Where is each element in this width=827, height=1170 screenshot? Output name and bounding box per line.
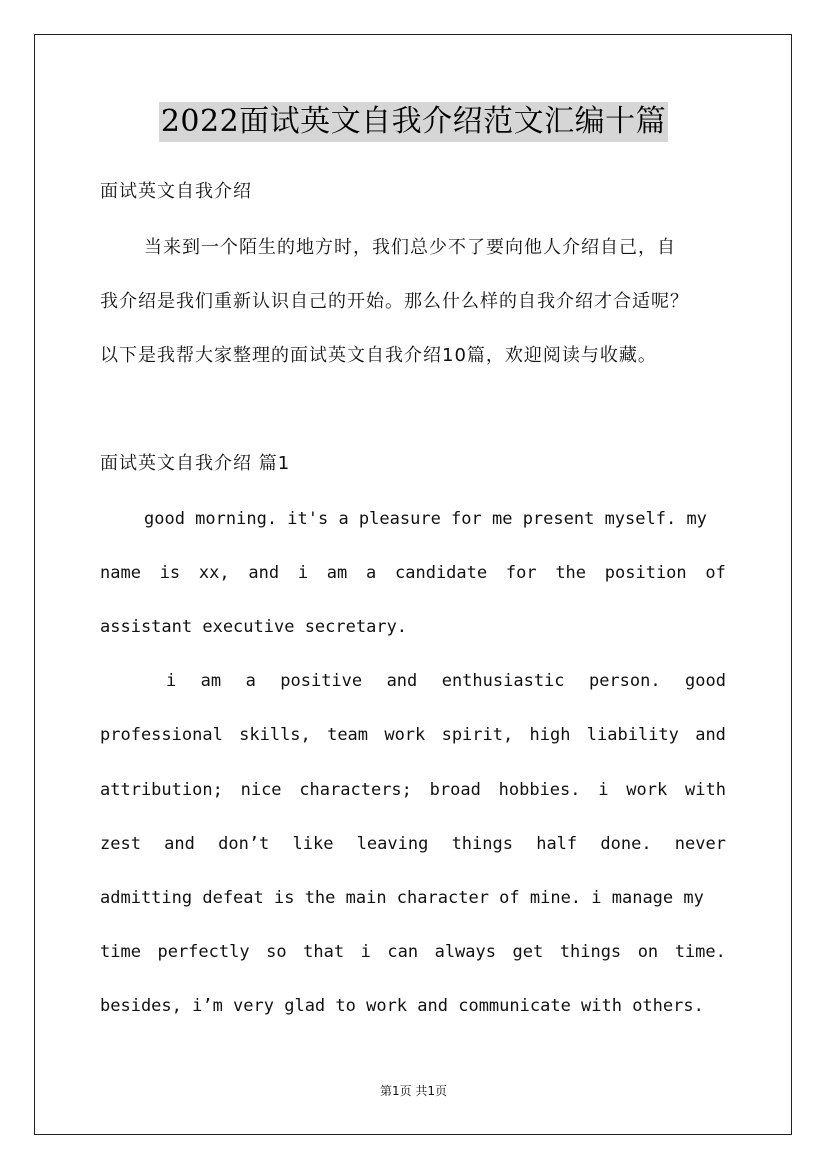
word: done. <box>600 834 652 854</box>
word: the <box>555 563 587 583</box>
word: perfectly <box>157 942 250 962</box>
word: always <box>434 942 496 962</box>
word: and <box>164 834 195 854</box>
word: candidate <box>395 563 488 583</box>
word: i <box>598 780 609 800</box>
word: things <box>451 834 513 854</box>
word: spirit, <box>441 725 514 745</box>
word: never <box>674 834 726 854</box>
word: team <box>327 725 369 745</box>
word: a <box>366 563 377 583</box>
word: can <box>387 942 419 962</box>
word: high <box>529 725 571 745</box>
word: that <box>303 942 345 962</box>
word: like <box>292 834 334 854</box>
word: a <box>245 671 256 691</box>
word: person. <box>588 671 661 691</box>
word: professional <box>100 725 223 745</box>
word: attribution; <box>100 780 223 800</box>
article-heading: 面试英文自我介绍 篇1 <box>100 453 291 474</box>
word: leaving <box>356 834 429 854</box>
word: for <box>505 563 537 583</box>
word: work <box>384 725 426 745</box>
word: on <box>637 942 659 962</box>
p2-line-7: besides, i’m very glad to work and communicate with others. <box>100 996 704 1016</box>
word: zest <box>100 834 141 854</box>
word: and <box>386 671 418 691</box>
word: nice <box>240 780 282 800</box>
word: positive <box>280 671 363 691</box>
p2-line-1 <box>166 669 726 693</box>
word: work <box>626 780 668 800</box>
word: and <box>695 725 726 745</box>
word: characters; <box>299 780 412 800</box>
word: half <box>536 834 578 854</box>
word: so <box>266 942 287 962</box>
p2-line-4 <box>100 832 726 856</box>
word: don’t <box>218 834 270 854</box>
p2-line-5: admitting defeat is the main character of mine. i manage my <box>100 888 704 908</box>
word: enthusiastic <box>441 671 565 691</box>
word: hobbies. <box>498 780 581 800</box>
page-footer: 第1页 共1页 <box>379 1084 448 1098</box>
word: is <box>159 563 181 583</box>
p1-line-2 <box>100 561 726 585</box>
word: i <box>360 942 371 962</box>
p1-line-3: assistant executive secretary. <box>100 617 408 637</box>
intro-line-3: 以下是我帮大家整理的面试英文自我介绍10篇，欢迎阅读与收藏。 <box>100 345 657 366</box>
word: time. <box>674 942 726 962</box>
word: with <box>685 780 726 800</box>
word: am <box>200 671 222 691</box>
p2-line-2 <box>100 723 726 747</box>
word: position <box>604 563 687 583</box>
word: i <box>297 563 309 583</box>
word: and <box>248 563 280 583</box>
word: xx, <box>198 563 230 583</box>
document-title: 2022面试英文自我介绍范文汇编十篇 <box>159 102 668 142</box>
word: i <box>166 671 177 691</box>
word: good <box>685 671 726 691</box>
word: broad <box>429 780 481 800</box>
p2-line-3 <box>100 778 726 802</box>
word: name <box>100 563 141 583</box>
word: of <box>705 563 726 583</box>
intro-line-1: 当来到一个陌生的地方时，我们总少不了要向他人介绍自己，自 <box>144 237 676 258</box>
word: liability <box>586 725 679 745</box>
p1-line-1: good morning. it's a pleasure for me present myself. my <box>144 509 707 529</box>
p2-line-6 <box>100 940 726 964</box>
title-container <box>0 102 827 142</box>
word: get <box>512 942 544 962</box>
intro-line-2: 我介绍是我们重新认识自己的开始。那么什么样的自我介绍才合适呢？ <box>100 291 689 312</box>
word: skills, <box>239 725 311 745</box>
section-heading: 面试英文自我介绍 <box>100 181 252 202</box>
word: things <box>559 942 622 962</box>
word: am <box>326 563 348 583</box>
word: time <box>100 942 141 962</box>
